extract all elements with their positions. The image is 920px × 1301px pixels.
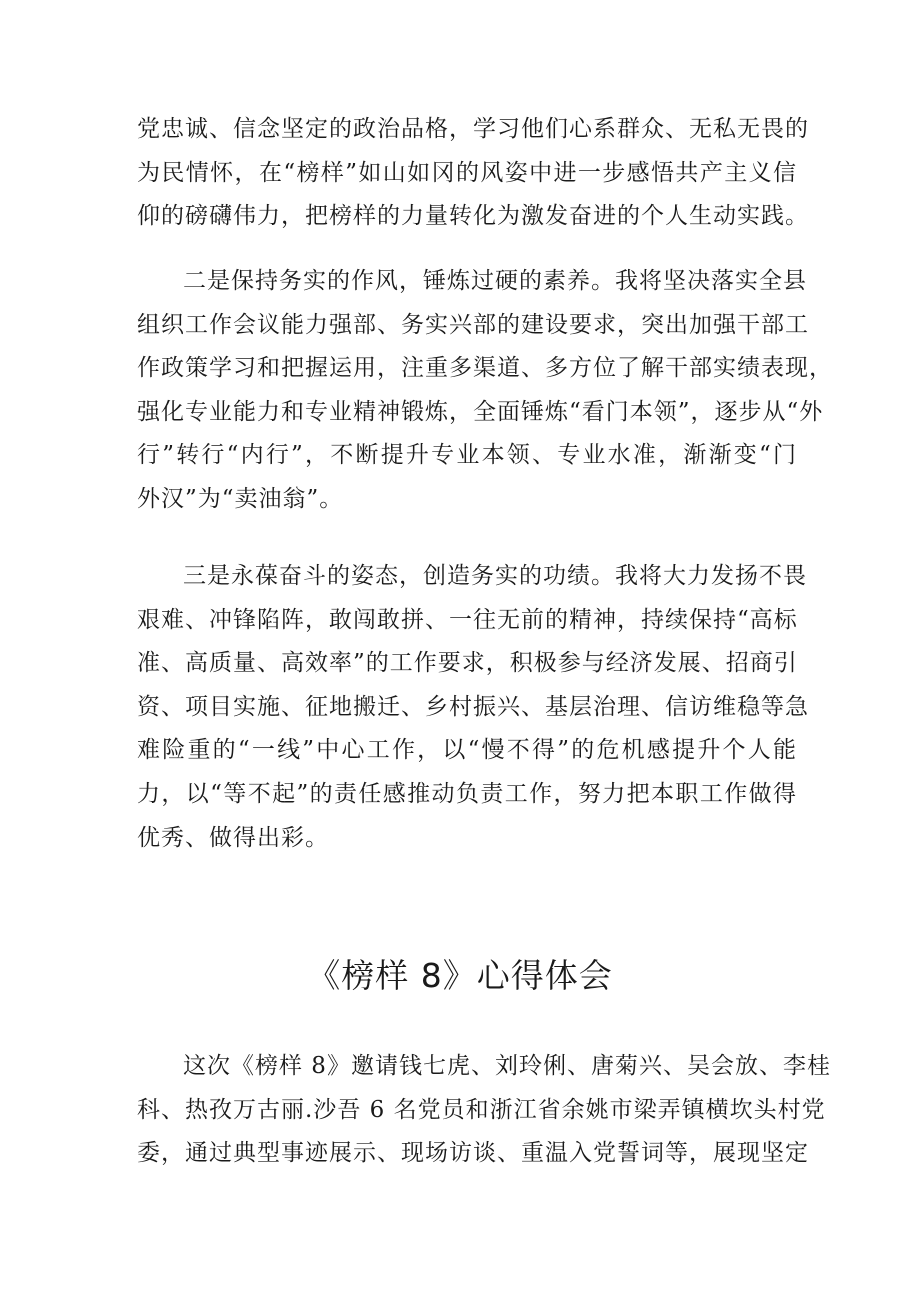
text-line: 科、热孜万古丽.沙吾 6 名党员和浙江省余姚市梁弄镇横坎头村党 — [137, 1096, 826, 1123]
text-line: 艰难、冲锋陷阵，敢闯敢拼、一往无前的精神，持续保持“高标 — [137, 606, 798, 633]
text-line: 仰的磅礴伟力，把榜样的力量转化为激发奋进的个人生动实践。 — [137, 203, 809, 230]
text-line: 力，以“等不起”的责任感推动负责工作，努力把本职工作做得 — [137, 780, 797, 807]
text-line: 优秀、做得出彩。 — [137, 824, 329, 851]
text-line: 委，通过典型事迹展示、现场访谈、重温入党誓词等，展现坚定 — [137, 1140, 809, 1167]
paragraph-2 — [137, 260, 833, 522]
text-line: 党忠诚、信念坚定的政治品格，学习他们心系群众、无私无畏的 — [137, 116, 809, 142]
paragraph-3 — [137, 555, 809, 860]
text-line: 组织工作会议能力强部、务实兴部的建设要求，突出加强干部工 — [137, 311, 809, 338]
text-line: 资、项目实施、征地搬迁、乡村振兴、基层治理、信访维稳等急 — [137, 693, 809, 720]
text-line: 这次《榜样 8》邀请钱七虎、刘玲俐、唐菊兴、吴会放、李桂 — [183, 1053, 831, 1079]
text-line: 三是永葆奋斗的姿态，创造务实的功绩。我将大力发扬不畏 — [183, 563, 807, 589]
text-line: 作政策学习和把握运用，注重多渠道、多方位了解干部实绩表现， — [137, 355, 833, 382]
text-line: 强化专业能力和专业精神锻炼，全面锤炼“看门本领”，逐步从“外 — [137, 398, 824, 425]
intro-paragraph — [137, 1045, 831, 1176]
text-line: 二是保持务实的作风，锤炼过硬的素养。我将坚决落实全县 — [183, 268, 807, 294]
section-title: 《榜样 8》心得体会 — [307, 956, 613, 995]
paragraph-1 — [137, 108, 809, 239]
text-line: 行”转行“内行”，不断提升专业本领、专业水准，渐渐变“门 — [137, 442, 797, 469]
text-line: 为民情怀，在“榜样”如山如冈的风姿中进一步感悟共产主义信 — [137, 159, 797, 186]
text-line: 外汉”为“卖油翁”。 — [137, 485, 344, 512]
text-line: 难险重的“一线”中心工作，以“慢不得”的危机感提升个人能 — [137, 737, 797, 764]
text-line: 准、高质量、高效率”的工作要求，积极参与经济发展、招商引 — [137, 650, 798, 677]
